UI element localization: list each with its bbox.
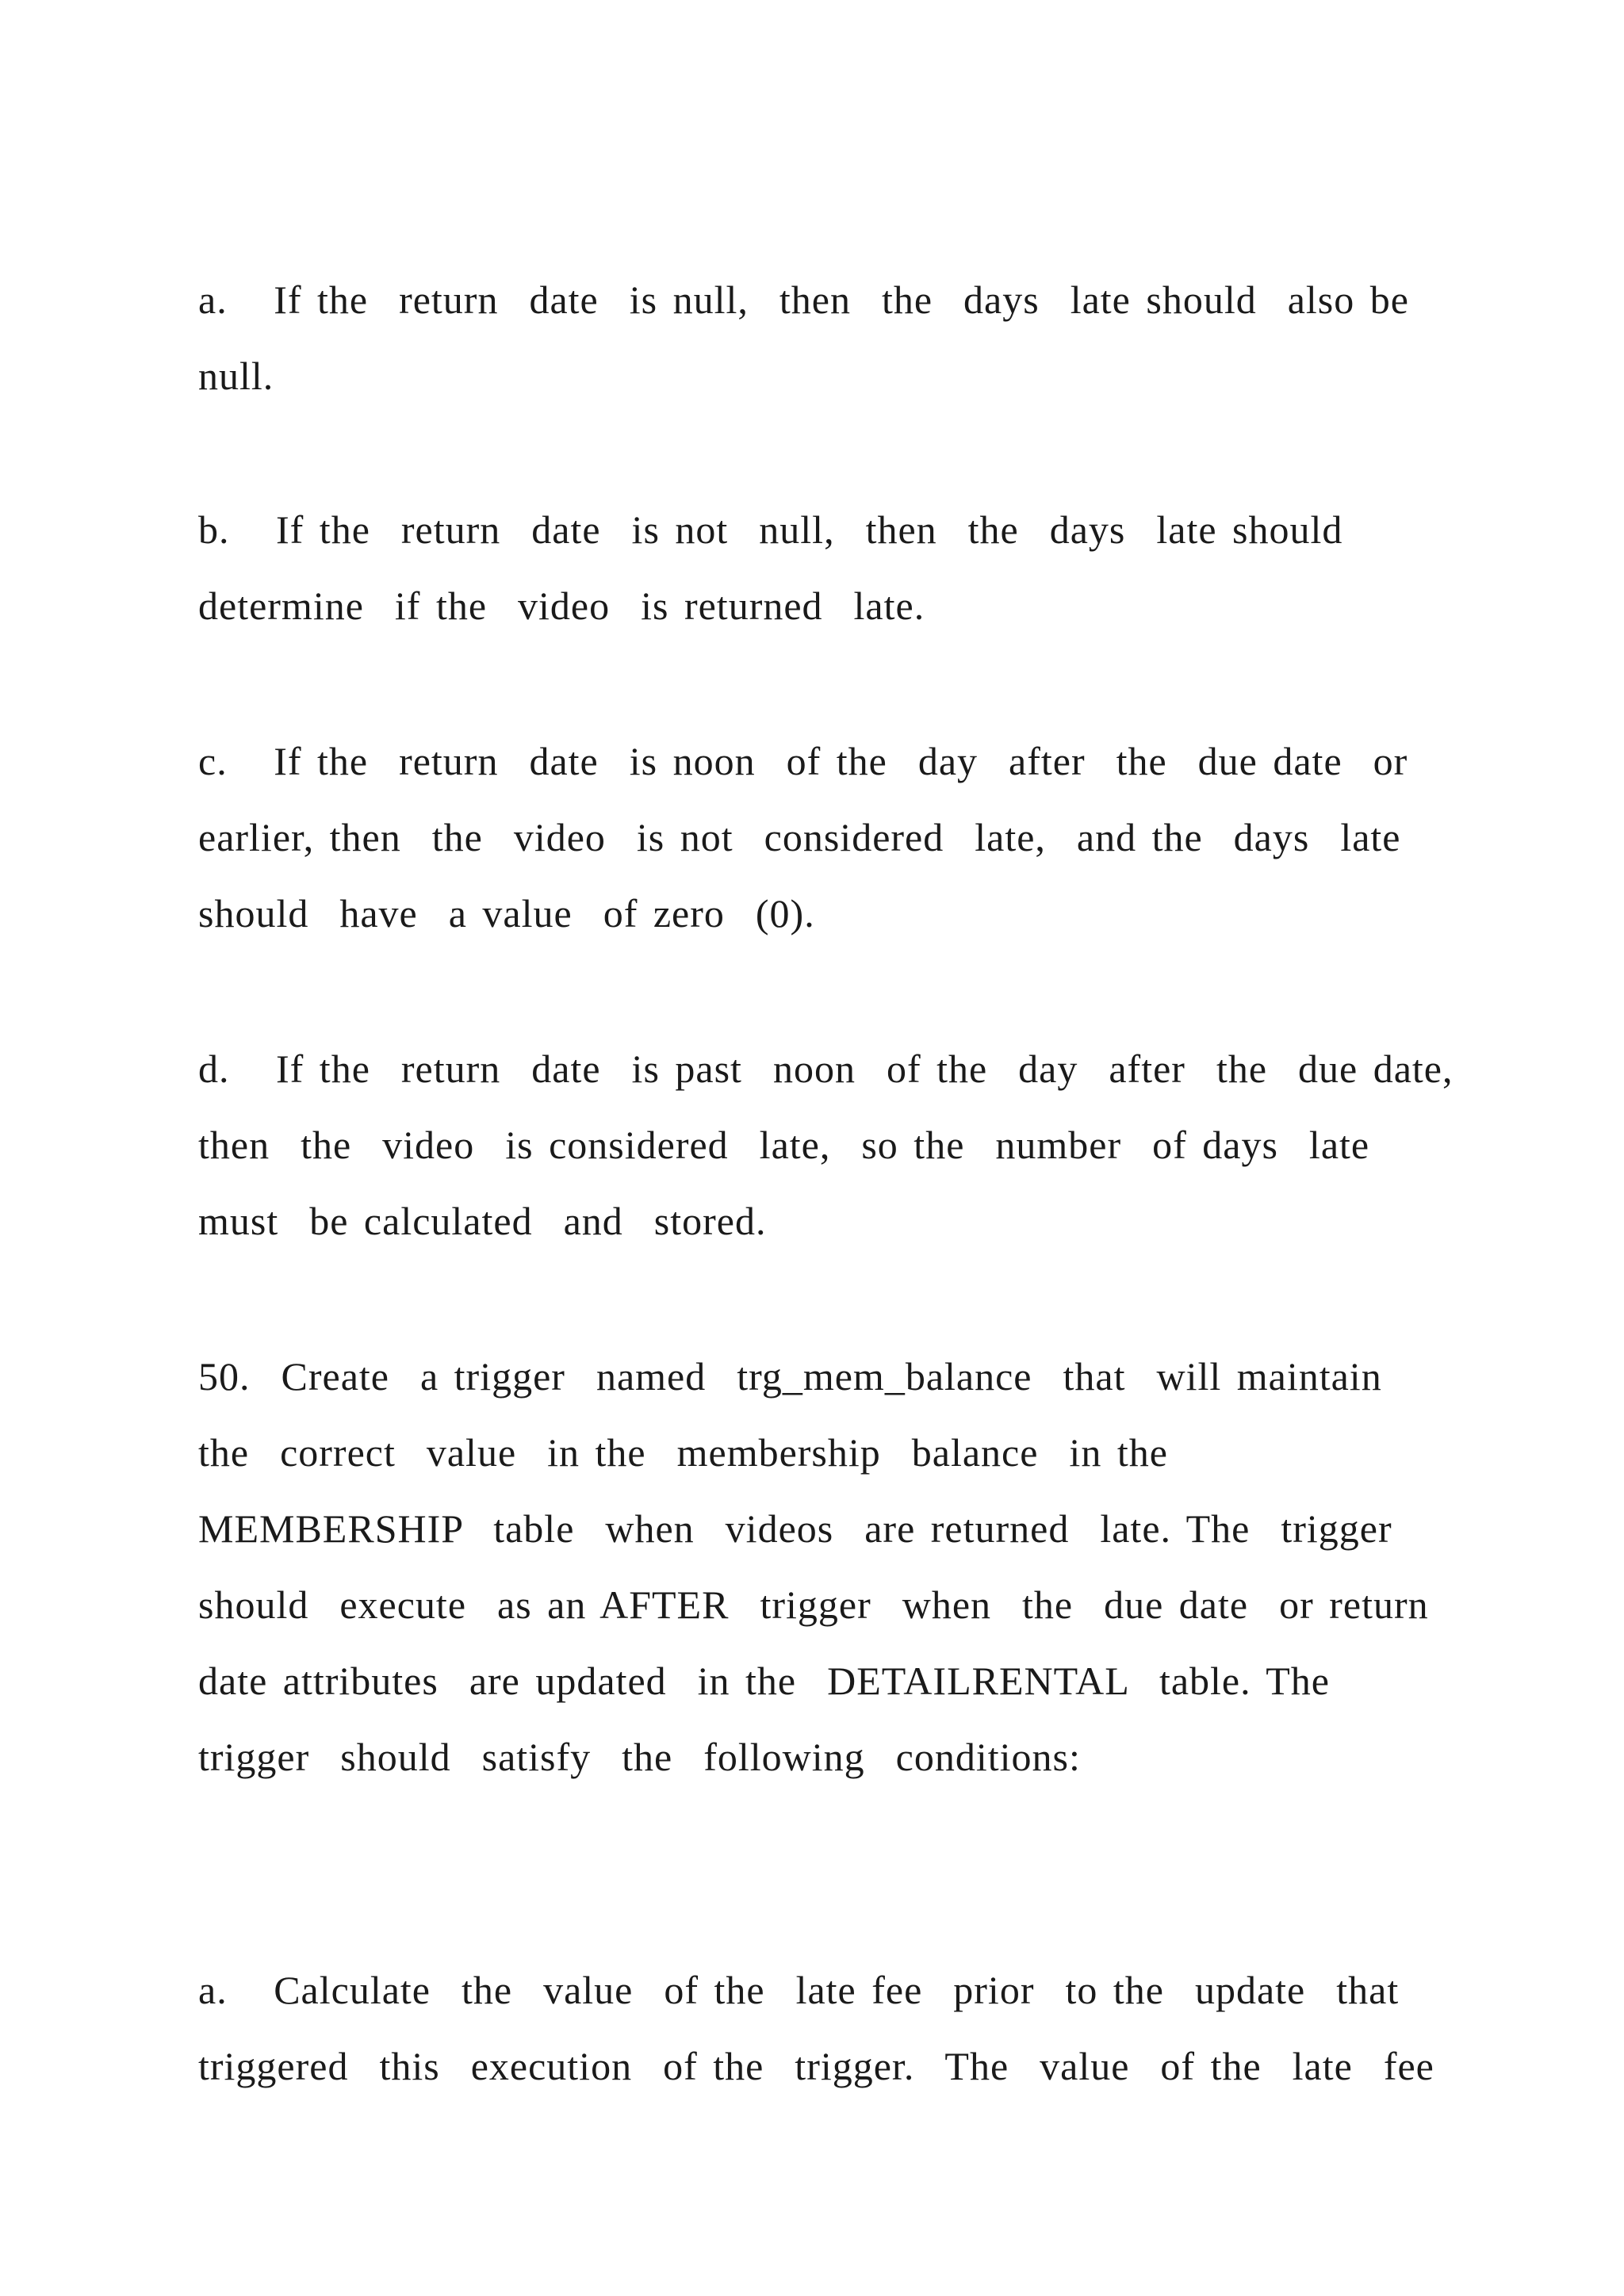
text-line: b. If the return date is not null, then the days late should <box>198 507 1343 552</box>
text-line: triggered this execution of the trigger. The value of the late fee <box>198 2044 1434 2088</box>
text-line: date attributes are updated in the DETAILRENTAL table. The <box>198 1659 1330 1703</box>
text-line: determine if the video is returned late. <box>198 584 925 628</box>
text-line: null. <box>198 354 274 398</box>
text-line: should execute as an AFTER trigger when the due date or return <box>198 1582 1429 1627</box>
text-line: c. If the return date is noon of the day after the due date or <box>198 739 1408 783</box>
text-line: should have a value of zero (0). <box>198 891 815 936</box>
text-line: must be calculated and stored. <box>198 1199 767 1243</box>
item-a-return-date-null <box>198 262 1483 414</box>
text-line: a. If the return date is null, then the days late should also be <box>198 277 1409 322</box>
question-50-trigger <box>198 1338 1483 1795</box>
item-d-considered-late <box>198 1031 1483 1259</box>
text-line: MEMBERSHIP table when videos are returned late. The trigger <box>198 1506 1392 1551</box>
text-line: the correct value in the membership balance in the <box>198 1430 1168 1475</box>
text-line: trigger should satisfy the following conditions: <box>198 1735 1081 1779</box>
text-line: d. If the return date is past noon of the day after the due date, <box>198 1047 1454 1091</box>
text-line: 50. Create a trigger named trg_mem_balance that will maintain <box>198 1354 1382 1399</box>
item-a-calculate-late-fee <box>198 1952 1483 2104</box>
text-line: earlier, then the video is not considered late, and the days late <box>198 815 1401 859</box>
item-c-not-late <box>198 723 1483 951</box>
text-line: then the video is considered late, so the number of days late <box>198 1123 1370 1167</box>
item-b-return-date-not-null <box>198 492 1483 644</box>
text-line: a. Calculate the value of the late fee prior to the update that <box>198 1968 1400 2012</box>
